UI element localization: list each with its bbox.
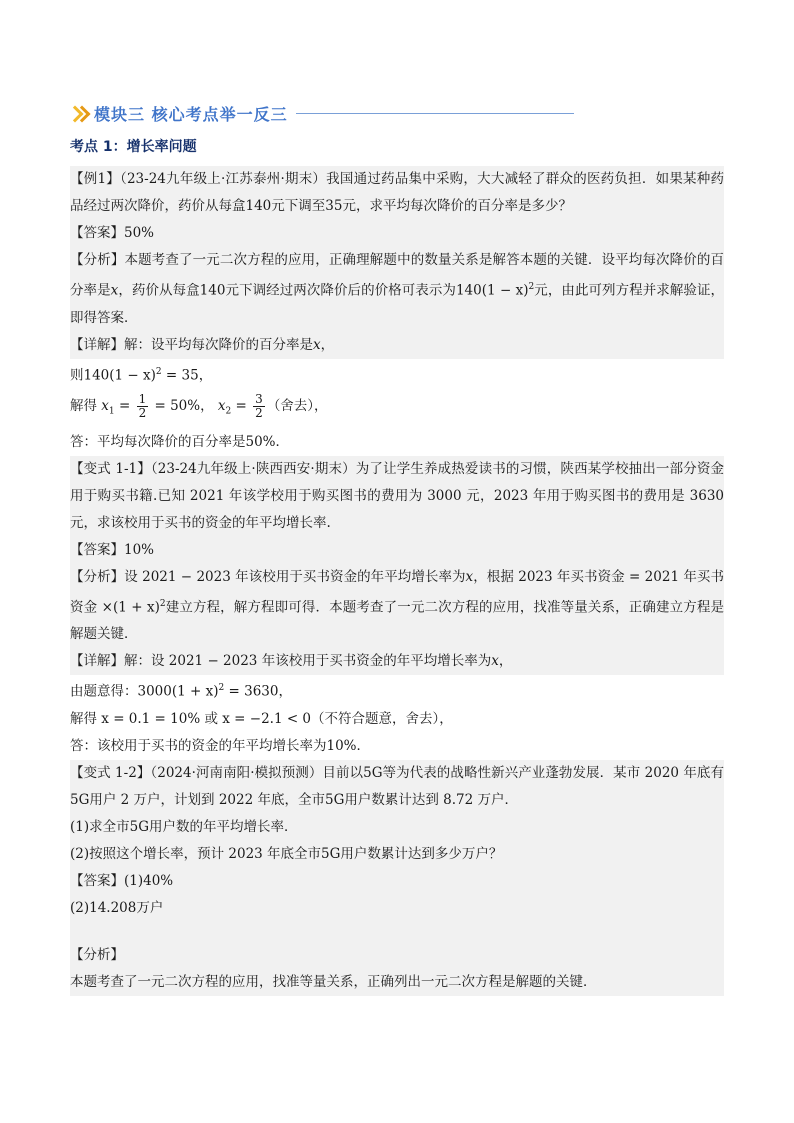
math-var: x bbox=[217, 398, 226, 414]
math-exponent: 2 bbox=[528, 282, 535, 292]
example1-question: 【例1】（23-24九年级上·江苏泰州·期末）我国通过药品集中采购，大大减轻了群众的医药负担．如果某种药品经过两次降价，药价从每盒140元下调至35元，求平均每次降价的百分率是多少？ bbox=[70, 166, 724, 220]
math-exponent: 2 bbox=[159, 598, 166, 609]
variant2-analysis-label: 【分析】 bbox=[70, 942, 724, 969]
solution-text: 解得 bbox=[70, 398, 102, 414]
fraction bbox=[137, 393, 149, 420]
variant2-analysis: 本题考查了一元二次方程的应用，找准等量关系，正确列出一元二次方程是解题的关键． bbox=[70, 969, 724, 996]
equation-lhs: 由题意得：3000(1 + x) bbox=[70, 683, 219, 700]
math-var: x bbox=[491, 653, 499, 670]
math-var: x bbox=[313, 336, 321, 353]
variant1-equation bbox=[70, 675, 724, 706]
example1-answer: 【答案】50% bbox=[70, 220, 724, 247]
spacer bbox=[70, 922, 724, 942]
variant2-answer2: (2)14.208万户 bbox=[70, 895, 724, 922]
detail-text: ， bbox=[320, 336, 335, 353]
equation-rhs: = 35， bbox=[161, 367, 213, 383]
variant1-detail bbox=[70, 648, 724, 675]
fraction-numerator: 1 bbox=[138, 392, 147, 406]
solution-text: （舍去）， bbox=[266, 398, 328, 414]
math-exponent: 2 bbox=[218, 683, 225, 694]
document-page bbox=[70, 96, 724, 996]
solution-text: = bbox=[114, 398, 135, 414]
variant2-answer1: 【答案】(1)40% bbox=[70, 868, 724, 895]
variant1-solution: 解得 x = 0.1 = 10% 或 x = −2.1 < 0（不符合题意，舍去）， bbox=[70, 710, 453, 727]
double-chevron-icon bbox=[70, 106, 90, 120]
fraction-numerator: 3 bbox=[255, 392, 263, 406]
example1-solution bbox=[70, 389, 724, 429]
fraction bbox=[253, 393, 265, 420]
analysis-text: 建立方程，解方程即可得．本题考查了一元二次方程的应用，找准等量关系，正确建立方程是解题关键． bbox=[70, 599, 724, 643]
math-var: x bbox=[101, 398, 109, 414]
example1-conclusion: 答：平均每次降价的百分率是50%． bbox=[70, 433, 290, 450]
module-title: 模块三 核心考点举一反三 bbox=[94, 104, 288, 124]
example1-analysis bbox=[70, 247, 724, 332]
variant1-answer: 【答案】10% bbox=[70, 537, 724, 564]
equation-lhs: 则140(1 − x) bbox=[70, 367, 156, 383]
math-subscript: 1 bbox=[108, 406, 115, 417]
fraction-denominator: 2 bbox=[255, 406, 263, 420]
detail-text: 【详解】解：设平均每次降价的百分率是 bbox=[70, 336, 313, 353]
analysis-text: 【分析】设 2021 − 2023 年该校用于买书资金的年平均增长率为 bbox=[70, 568, 466, 585]
analysis-text: ，药价从每盒140元下调经过两次降价后的价格可表示为 bbox=[118, 282, 456, 299]
module-header bbox=[70, 96, 724, 130]
variant2-question: 【变式 1-2】（2024·河南南阳·模拟预测）目前以5G等为代表的战略性新兴产业蓬勃发展．某市 2020 年底有5G用户 2 万户，计划到 2022 年底，全市5G用户数累计达到 8.72 万户． bbox=[70, 760, 724, 814]
math-subscript: 2 bbox=[225, 406, 232, 417]
math-expr: 140(1 − x) bbox=[455, 282, 529, 299]
math-var: x bbox=[110, 282, 119, 299]
detail-text: ， bbox=[498, 653, 513, 670]
section-title: 考点 1：增长率问题 bbox=[70, 139, 197, 155]
detail-text: 【详解】解：设 2021 − 2023 年该校用于买书资金的年平均增长率为 bbox=[70, 653, 492, 670]
variant2-q1: (1)求全市5G用户数的年平均增长率． bbox=[70, 814, 724, 841]
variant1-conclusion: 答：该校用于买书的资金的年平均增长率为10%． bbox=[70, 737, 371, 754]
variant1-question: 【变式 1-1】（23-24九年级上·陕西西安·期末）为了让学生养成热爱读书的习惯，陕西某学校抽出一部分资金用于购买书籍.已知 2021 年该学校用于购买图书的费用为 3000 元，2023 年用于购买图书的费用是 3630 元，求该校用于买书的资金的年平均增长率. bbox=[70, 456, 724, 537]
analysis-text: 元，由此可列方程并求解验证，即得答案． bbox=[70, 282, 724, 326]
header-rule bbox=[296, 113, 574, 114]
solution-text: = 50%， bbox=[150, 398, 218, 414]
variant1-analysis bbox=[70, 564, 724, 649]
analysis-text: 【分析】本题考查了一元二次方程的应用，正确理解题中的数量关系是解答本题的关键．设平均每次降价的百分率是 bbox=[70, 252, 724, 299]
analysis-text: ，根据 2023 年买书资金 = 2021 年买书资金 × bbox=[70, 568, 724, 616]
fraction-denominator: 2 bbox=[138, 406, 147, 420]
equation-rhs: = 3630， bbox=[224, 683, 292, 700]
example1-detail bbox=[70, 332, 724, 359]
example1-equation bbox=[70, 359, 724, 390]
math-var: x bbox=[465, 568, 474, 585]
variant2-q2: (2)按照这个增长率，预计 2023 年底全市5G用户数累计达到多少万户？ bbox=[70, 841, 724, 868]
math-expr: (1 + x) bbox=[112, 599, 160, 616]
math-exponent: 2 bbox=[155, 366, 162, 377]
solution-text: = bbox=[231, 398, 252, 414]
